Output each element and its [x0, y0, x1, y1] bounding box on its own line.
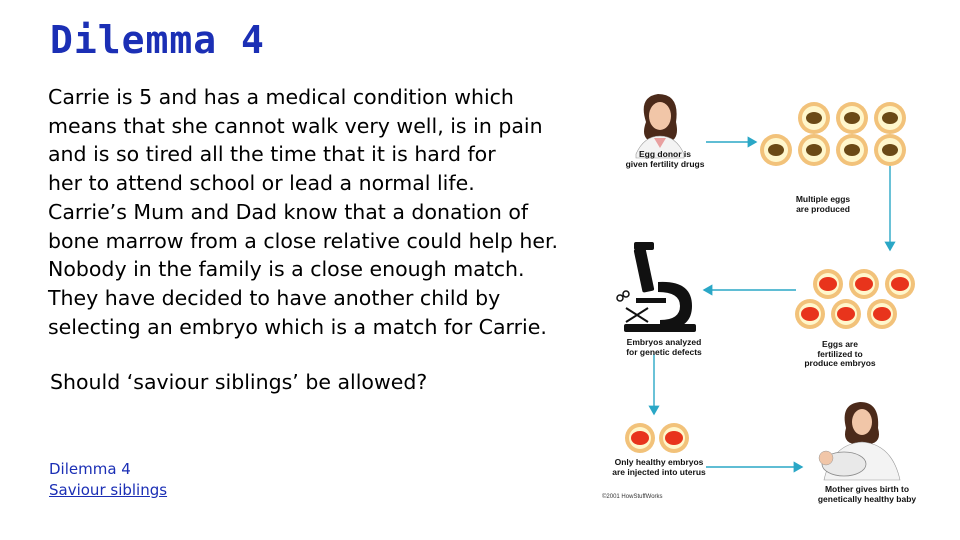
slide-title: Dilemma 4	[50, 18, 265, 62]
scenario-line: means that she cannot walk very well, is in pain	[48, 113, 543, 138]
scenario-line: Carrie is 5 and has a medical condition which	[48, 85, 514, 109]
scenario-text	[48, 83, 608, 341]
footer-dilemma-label: Dilemma 4	[49, 460, 131, 478]
copyright-notice: ©2001 HowStuffWorks	[602, 494, 663, 500]
saviour-siblings-link[interactable]: Saviour siblings	[49, 481, 168, 499]
scenario-line: Carrie’s Mum and Dad know that a donation of	[48, 199, 529, 224]
scenario-line: selecting an embryo which is a match for Carrie.	[48, 314, 547, 339]
ivf-process-diagram	[596, 92, 940, 512]
embryo-cells-icon	[795, 269, 915, 329]
mother-with-baby-icon	[819, 402, 900, 480]
caption-egg-donor: Egg donor is given fertility drugs	[625, 149, 705, 169]
scenario-line: Nobody in the family is a close enough match.	[48, 257, 525, 282]
microscope-icon	[617, 242, 696, 332]
caption-embryos-analyzed: Embryos analyzed for genetic defects	[626, 337, 702, 357]
caption-eggs-fertilized: Eggs are fertilized to produce embryos	[804, 339, 876, 368]
caption-mother-birth: Mother gives birth to genetically healthy baby	[817, 484, 917, 504]
scenario-line: bone marrow from a close relative could help her.	[48, 228, 559, 253]
healthy-embryos-icon	[625, 423, 689, 453]
discussion-question: Should ‘saviour siblings’ be allowed?	[50, 370, 428, 394]
scenario-line: and is so tired all the time that it is hard for	[48, 142, 496, 167]
footer	[49, 459, 167, 501]
caption-healthy-embryos: Only healthy embryos are injected into uterus	[612, 457, 706, 477]
scenario-line: her to attend school or lead a normal life.	[48, 171, 475, 196]
scenario-line: They have decided to have another child by	[48, 285, 501, 310]
caption-multiple-eggs: Multiple eggs are produced	[795, 194, 851, 214]
egg-cells-icon	[760, 102, 906, 166]
